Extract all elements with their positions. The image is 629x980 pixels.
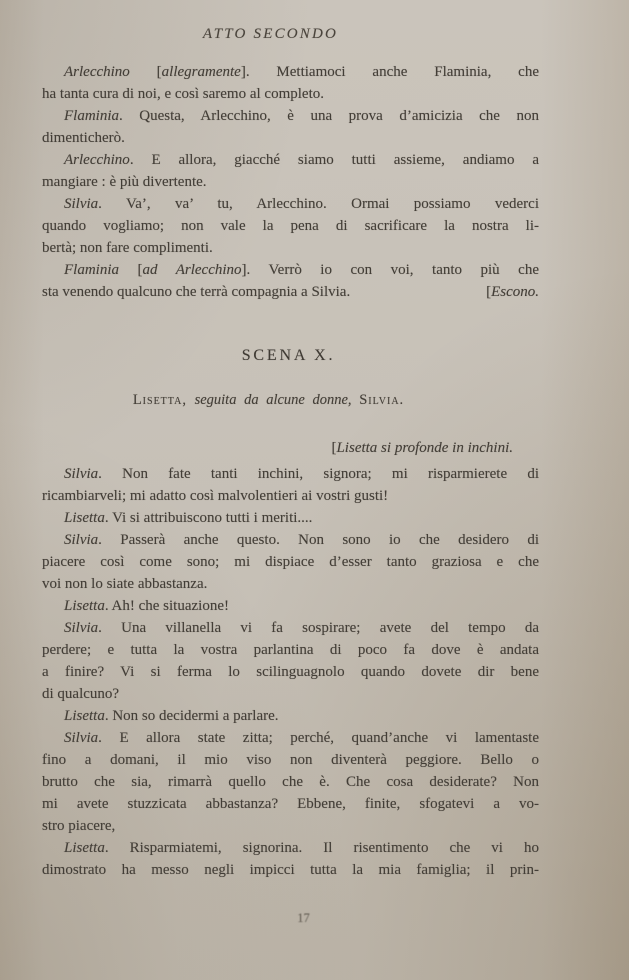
text-run: a finire? Vi si ferma lo scilinguagnolo quando dovete dir bene (42, 664, 539, 680)
text-line (42, 705, 539, 727)
dialogue-block-top (42, 61, 539, 303)
text-run: . Questa, Arlecchino, è una prova d’amicizia che non (119, 108, 539, 124)
text-run: fino a domani, il mio viso non diventerà peggiore. Bello o (42, 752, 539, 768)
text-line (42, 573, 539, 595)
text-run: ]. Verrò io con voi, tanto più che (241, 262, 539, 278)
text-run: Silvia (64, 532, 99, 548)
text-run: mangiare : è più divertente. (42, 174, 207, 190)
text-line (42, 485, 539, 507)
text-run: Lisetta (64, 708, 105, 724)
text-run: quando vogliamo; non vale la pena di sacrificare la nostra li- (42, 218, 539, 234)
text-line (42, 281, 539, 303)
text-run: voi non lo siate abbastanza. (42, 576, 208, 592)
exit-direction (486, 281, 539, 303)
text-run: Lisetta si profonde in inchini. (336, 440, 513, 456)
text-run: seguita da alcune donne, (194, 392, 352, 408)
scene-heading: SCENA X. (241, 347, 336, 364)
text-run: ricambiarveli; mi adatto così malvolentieri ai vostri gusti! (42, 488, 389, 504)
text-run: piacere così come sono; mi dispiace d’esser tanto graziosa e che (42, 554, 539, 570)
text-line (42, 529, 539, 551)
text-run: perdere; e tutta la vostra parlantina di poco fa dove è andata (42, 642, 539, 658)
text-line (42, 749, 539, 771)
text-line (42, 859, 539, 881)
text-line (42, 149, 539, 171)
text-run: Silvia (64, 620, 99, 636)
text-run: . Risparmiatemi, signorina. Il risentimento che vi ho (104, 840, 539, 856)
text-run: [ (137, 262, 143, 278)
text-run: ha tanta cura di noi, e così saremo al completo. (42, 86, 324, 102)
text-run: . E allora state zitta; perché, quand’anche vi lamentaste (98, 730, 539, 746)
text-line (42, 793, 539, 815)
text-line (42, 507, 539, 529)
text-run: stro piacere, (42, 818, 116, 834)
text-run: [ (156, 64, 162, 80)
text-run: Lisetta (64, 840, 105, 856)
text-run: Silvia (64, 466, 99, 482)
text-run: Lisetta, (132, 392, 187, 408)
page-number: 17 (297, 911, 310, 925)
text-line (42, 595, 539, 617)
text-run: . Una villanella vi fa sospirare; avete del tempo da (98, 620, 539, 636)
text-line (42, 463, 539, 485)
text-run (187, 392, 195, 408)
text-run: di qualcuno? (42, 686, 120, 702)
text-run: . Va’, va’ tu, Arlecchino. Ormai possiamo vederci (98, 196, 539, 212)
text-run: Escono. (491, 284, 539, 300)
text-run: ad Arlecchino (142, 262, 242, 278)
text-line (42, 727, 539, 749)
text-line (42, 237, 539, 259)
text-run: Arlecchino (64, 64, 157, 80)
text-run: dimostrato ha messo negli impicci tutta la mia famiglia; il prin- (42, 862, 539, 878)
text-run: . Passerà anche questo. Non sono io che desidero di (98, 532, 539, 548)
text-line (42, 837, 539, 859)
text-run: . Non so decidermi a parlare. (104, 708, 279, 724)
text-run: . E allora, giacché siamo tutti assieme, andiamo a (129, 152, 539, 168)
text-line (42, 215, 539, 237)
dialogue-block-bottom (42, 463, 539, 881)
text-run: dimenticherò. (42, 130, 125, 146)
text-run: Lisetta (64, 598, 105, 614)
text-run: allegramente (161, 64, 241, 80)
scene-cast-caption (20, 392, 517, 409)
text-line (42, 683, 539, 705)
text-run: Lisetta (64, 510, 105, 526)
text-line (42, 83, 539, 105)
text-run: Silvia. (359, 392, 405, 408)
text-run: [ (331, 440, 337, 456)
text-line (42, 259, 539, 281)
text-run: brutto che sia, rimarrà quello che è. Che cosa desiderate? Non (42, 774, 539, 790)
text-run: . Vi si attribuiscono tutti i meriti.... (104, 510, 313, 526)
text-line (42, 171, 539, 193)
text-line (42, 815, 539, 837)
text-line (42, 105, 539, 127)
text-line (42, 617, 539, 639)
text-line (42, 771, 539, 793)
text-run: sta venendo qualcuno che terrà compagnia a Silvia. (42, 284, 351, 300)
text-line (42, 551, 539, 573)
text-line (42, 193, 539, 215)
text-run: . Non fate tanti inchini, signora; mi risparmierete di (98, 466, 539, 482)
text-run: [ (486, 284, 492, 300)
text-run: Arlecchino (64, 152, 130, 168)
text-run: ]. Mettiamoci anche Flaminia, che (240, 64, 539, 80)
text-run: Flaminia (64, 262, 138, 278)
text-line (42, 661, 539, 683)
text-run: Flaminia (64, 108, 119, 124)
running-header-act-title: ATTO SECONDO (202, 26, 339, 42)
text-run: . Ah! che situazione! (104, 598, 229, 614)
text-line (42, 639, 539, 661)
text-run: Silvia (64, 196, 99, 212)
stage-direction (42, 440, 539, 457)
text-run: bertà; non fare complimenti. (42, 240, 213, 256)
text-run: Silvia (64, 730, 99, 746)
text-line (42, 127, 539, 149)
text-run: mi avete stuzzicata abbastanza? Ebbene, finite, sfogatevi a vo- (42, 796, 539, 812)
text-line (42, 61, 539, 83)
